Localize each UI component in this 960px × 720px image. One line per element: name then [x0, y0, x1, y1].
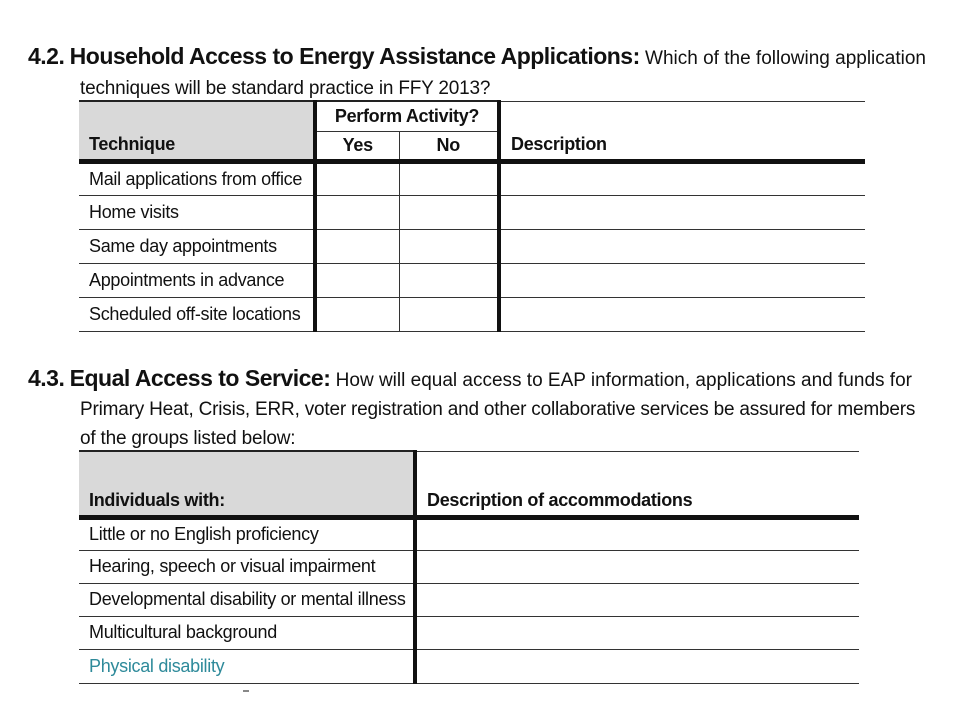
- yes-cell[interactable]: [315, 229, 399, 263]
- header-blank: [499, 101, 865, 131]
- yes-cell[interactable]: [315, 195, 399, 229]
- yes-header: Yes: [315, 131, 399, 161]
- table-row: [79, 263, 865, 297]
- section-question-cont: Primary Heat, Crisis, ERR, voter registration and other collaborative services be assured for members: [80, 399, 916, 420]
- table-row: [79, 583, 859, 616]
- section-title: Equal Access to Service:: [69, 365, 331, 391]
- techniques-table: [79, 100, 865, 332]
- section-question-cont: techniques will be standard practice in FFY 2013?: [80, 78, 491, 99]
- table-row: [79, 616, 859, 649]
- technique-label: Scheduled off-site locations: [79, 297, 315, 331]
- description-cell[interactable]: [499, 161, 865, 195]
- technique-label: Appointments in advance: [79, 263, 315, 297]
- technique-label: Mail applications from office: [79, 161, 315, 195]
- yes-cell[interactable]: [315, 263, 399, 297]
- accommodation-cell[interactable]: [415, 550, 859, 583]
- technique-header: Technique: [79, 131, 315, 161]
- group-label: Developmental disability or mental illness: [79, 583, 415, 616]
- section-number: 4.2.: [28, 43, 65, 69]
- table-row: [79, 161, 865, 195]
- accommodations-table: [79, 450, 859, 684]
- stray-mark: [243, 690, 249, 692]
- no-cell[interactable]: [399, 263, 499, 297]
- group-label: Hearing, speech or visual impairment: [79, 550, 415, 583]
- no-cell[interactable]: [399, 195, 499, 229]
- accommodation-cell[interactable]: [415, 517, 859, 550]
- yes-cell[interactable]: [315, 161, 399, 195]
- section-question: Which of the following application: [645, 48, 926, 69]
- perform-activity-header: Perform Activity?: [315, 101, 499, 131]
- section-4-2-heading: [28, 44, 926, 71]
- table-row: [79, 195, 865, 229]
- section-question-cont: of the groups listed below:: [80, 428, 296, 449]
- accommodation-cell[interactable]: [415, 583, 859, 616]
- no-cell[interactable]: [399, 229, 499, 263]
- table-row: [79, 649, 859, 683]
- accommodations-header: Description of accommodations: [415, 451, 859, 517]
- table-row: [79, 550, 859, 583]
- description-header: Description: [499, 131, 865, 161]
- section-question: How will equal access to EAP information, applications and funds for: [335, 370, 912, 391]
- description-cell[interactable]: [499, 297, 865, 331]
- table-row: [79, 297, 865, 331]
- section-title: Household Access to Energy Assistance Applications:: [69, 43, 640, 69]
- section-number: 4.3.: [28, 365, 65, 391]
- yes-cell[interactable]: [315, 297, 399, 331]
- no-header: No: [399, 131, 499, 161]
- description-cell[interactable]: [499, 263, 865, 297]
- individuals-header: Individuals with:: [79, 451, 415, 517]
- header-blank: [79, 101, 315, 131]
- no-cell[interactable]: [399, 161, 499, 195]
- no-cell[interactable]: [399, 297, 499, 331]
- technique-label: Same day appointments: [79, 229, 315, 263]
- accommodation-cell[interactable]: [415, 649, 859, 683]
- group-label-highlighted: Physical disability: [79, 649, 415, 683]
- group-label: Multicultural background: [79, 616, 415, 649]
- technique-label: Home visits: [79, 195, 315, 229]
- group-label: Little or no English proficiency: [79, 517, 415, 550]
- section-4-3-heading: [28, 366, 912, 393]
- table-row: [79, 229, 865, 263]
- table-row: [79, 517, 859, 550]
- description-cell[interactable]: [499, 229, 865, 263]
- description-cell[interactable]: [499, 195, 865, 229]
- accommodation-cell[interactable]: [415, 616, 859, 649]
